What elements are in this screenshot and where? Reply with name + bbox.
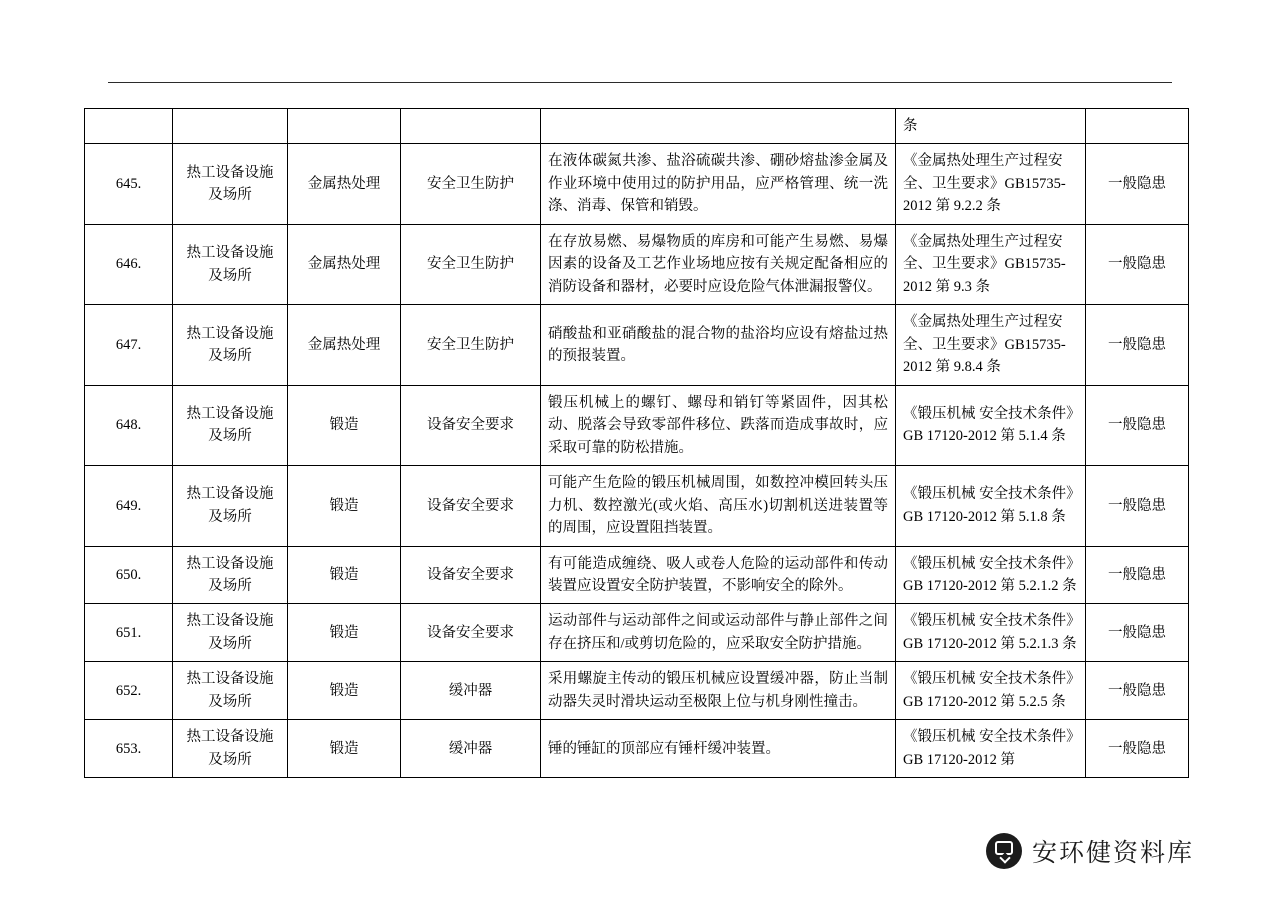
cell-subcategory: 锻造	[288, 546, 401, 604]
cell-item: 设备安全要求	[401, 466, 541, 546]
header-cell-level	[1086, 109, 1189, 144]
cell-number: 651.	[85, 604, 173, 662]
cell-subcategory: 金属热处理	[288, 144, 401, 224]
cell-level: 一般隐患	[1086, 305, 1189, 385]
cell-item: 设备安全要求	[401, 604, 541, 662]
cell-item: 设备安全要求	[401, 385, 541, 465]
cell-category: 热工设备设施及场所	[173, 144, 288, 224]
cell-subcategory: 锻造	[288, 662, 401, 720]
cell-item: 安全卫生防护	[401, 305, 541, 385]
cell-standard: 《金属热处理生产过程安全、卫生要求》GB15735-2012 第 9.2.2 条	[896, 144, 1086, 224]
cell-category: 热工设备设施及场所	[173, 224, 288, 304]
cell-standard: 《锻压机械 安全技术条件》GB 17120-2012 第 5.2.1.3 条	[896, 604, 1086, 662]
book-circle-icon	[986, 833, 1022, 869]
cell-item: 安全卫生防护	[401, 224, 541, 304]
watermark	[986, 833, 1194, 869]
cell-standard: 《锻压机械 安全技术条件》GB 17120-2012 第 5.1.8 条	[896, 466, 1086, 546]
cell-item: 缓冲器	[401, 720, 541, 778]
cell-standard: 《锻压机械 安全技术条件》GB 17120-2012 第 5.1.4 条	[896, 385, 1086, 465]
cell-item: 缓冲器	[401, 662, 541, 720]
cell-description: 在存放易燃、易爆物质的库房和可能产生易燃、易爆因素的设备及工艺作业场地应按有关规定配备相应的消防设备和器材，必要时应设危险气体泄漏报警仪。	[541, 224, 896, 304]
cell-level: 一般隐患	[1086, 662, 1189, 720]
cell-number: 653.	[85, 720, 173, 778]
cell-subcategory: 锻造	[288, 466, 401, 546]
header-cell-subcategory	[288, 109, 401, 144]
cell-level: 一般隐患	[1086, 720, 1189, 778]
header-cell-description	[541, 109, 896, 144]
cell-level: 一般隐患	[1086, 144, 1189, 224]
cell-level: 一般隐患	[1086, 604, 1189, 662]
cell-number: 646.	[85, 224, 173, 304]
header-divider-line	[108, 82, 1172, 83]
cell-description: 在液体碳氮共渗、盐浴硫碳共渗、硼砂熔盐渗金属及作业环境中使用过的防护用品，应严格管理、统一洗涤、消毒、保管和销毁。	[541, 144, 896, 224]
cell-standard: 《锻压机械 安全技术条件》GB 17120-2012 第 5.2.1.2 条	[896, 546, 1086, 604]
cell-category: 热工设备设施及场所	[173, 466, 288, 546]
cell-subcategory: 锻造	[288, 385, 401, 465]
cell-description: 硝酸盐和亚硝酸盐的混合物的盐浴均应设有熔盐过热的预报装置。	[541, 305, 896, 385]
cell-level: 一般隐患	[1086, 546, 1189, 604]
watermark-label: 安环健资料库	[1031, 839, 1194, 867]
cell-category: 热工设备设施及场所	[173, 662, 288, 720]
cell-level: 一般隐患	[1086, 224, 1189, 304]
cell-description: 可能产生危险的锻压机械周围，如数控冲模回转头压力机、数控激光(或火焰、高压水)切割机送进装置等的周围，应设置阻挡装置。	[541, 466, 896, 546]
cell-category: 热工设备设施及场所	[173, 385, 288, 465]
cell-description: 采用螺旋主传动的锻压机械应设置缓冲器，防止当制动器失灵时滑块运动至极限上位与机身刚性撞击。	[541, 662, 896, 720]
cell-number: 647.	[85, 305, 173, 385]
cell-description: 运动部件与运动部件之间或运动部件与静止部件之间存在挤压和/或剪切危险的，应采取安全防护措施。	[541, 604, 896, 662]
cell-standard: 《锻压机械 安全技术条件》GB 17120-2012 第 5.2.5 条	[896, 662, 1086, 720]
cell-number: 649.	[85, 466, 173, 546]
table-row	[85, 466, 1189, 546]
cell-category: 热工设备设施及场所	[173, 305, 288, 385]
cell-number: 648.	[85, 385, 173, 465]
cell-subcategory: 金属热处理	[288, 305, 401, 385]
cell-number: 652.	[85, 662, 173, 720]
cell-number: 645.	[85, 144, 173, 224]
header-cell-item	[401, 109, 541, 144]
cell-level: 一般隐患	[1086, 466, 1189, 546]
hazard-checklist-table-container	[84, 108, 1188, 778]
hazard-checklist-table	[84, 108, 1189, 778]
cell-category: 热工设备设施及场所	[173, 720, 288, 778]
cell-standard: 《锻压机械 安全技术条件》GB 17120-2012 第	[896, 720, 1086, 778]
cell-level: 一般隐患	[1086, 385, 1189, 465]
header-cell-category	[173, 109, 288, 144]
table-row	[85, 662, 1189, 720]
table-row	[85, 144, 1189, 224]
table-row	[85, 385, 1189, 465]
cell-category: 热工设备设施及场所	[173, 546, 288, 604]
cell-subcategory: 锻造	[288, 720, 401, 778]
table-row	[85, 546, 1189, 604]
table-row	[85, 305, 1189, 385]
cell-item: 安全卫生防护	[401, 144, 541, 224]
cell-description: 锤的锤缸的顶部应有锤杆缓冲装置。	[541, 720, 896, 778]
cell-item: 设备安全要求	[401, 546, 541, 604]
cell-standard: 《金属热处理生产过程安全、卫生要求》GB15735-2012 第 9.3 条	[896, 224, 1086, 304]
table-row	[85, 604, 1189, 662]
cell-subcategory: 锻造	[288, 604, 401, 662]
header-cell-standard: 条	[896, 109, 1086, 144]
cell-category: 热工设备设施及场所	[173, 604, 288, 662]
table-row-header-continuation	[85, 109, 1189, 144]
table-row	[85, 720, 1189, 778]
header-cell-number	[85, 109, 173, 144]
cell-description: 有可能造成缠绕、吸人或卷人危险的运动部件和传动装置应设置安全防护装置，不影响安全的除外。	[541, 546, 896, 604]
cell-standard: 《金属热处理生产过程安全、卫生要求》GB15735-2012 第 9.8.4 条	[896, 305, 1086, 385]
cell-number: 650.	[85, 546, 173, 604]
cell-subcategory: 金属热处理	[288, 224, 401, 304]
cell-description: 锻压机械上的螺钉、螺母和销钉等紧固件，因其松动、脱落会导致零部件移位、跌落而造成事故时，应采取可靠的防松措施。	[541, 385, 896, 465]
table-row	[85, 224, 1189, 304]
